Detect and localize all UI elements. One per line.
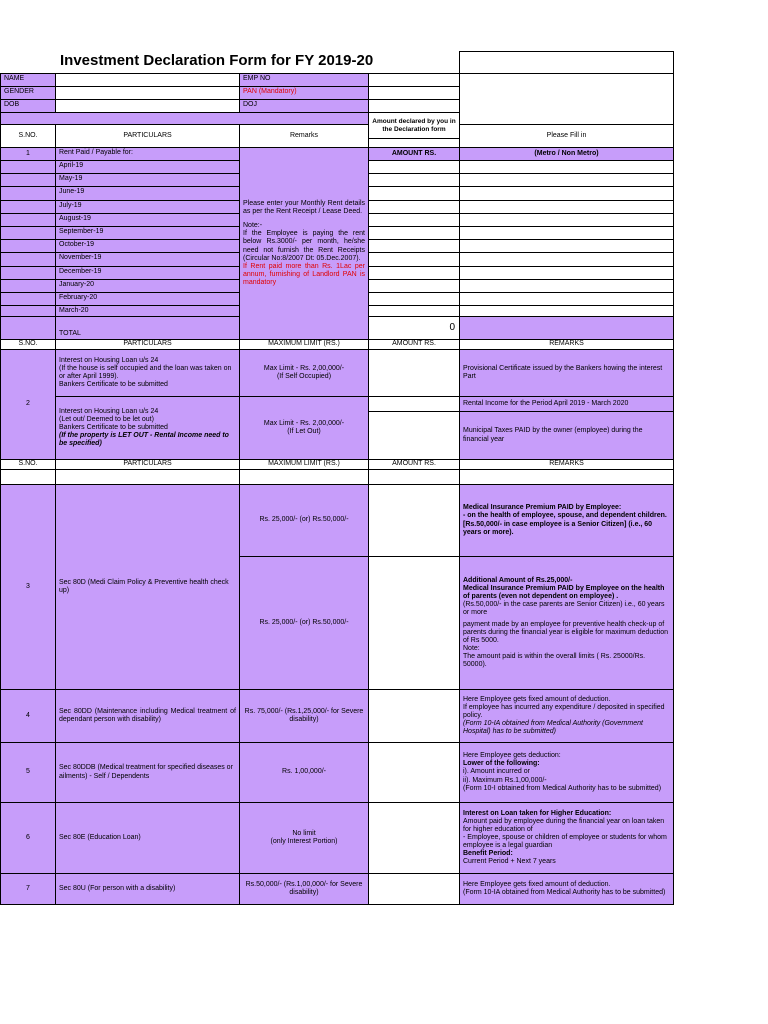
col-fill-header: Please Fill in <box>459 124 674 148</box>
month-row-sno <box>0 292 56 306</box>
gender-field[interactable] <box>55 86 240 100</box>
dob-field[interactable] <box>55 99 240 113</box>
sec80ddb-remark4: ii). Maximum Rs.1,00,000/- <box>463 776 547 784</box>
spacer-cell <box>0 469 56 485</box>
pan-label: PAN (Mandatory) <box>239 86 369 100</box>
t3-col-limit: MAXIMUM LIMIT (RS.) <box>239 459 369 470</box>
sec80d-self-remark1: Medical Insurance Premium PAID by Employee: <box>463 504 622 512</box>
sec80d-sno: 3 <box>0 484 56 690</box>
sec80d-parents-remark2: Medical Insurance Premium PAID by Employee on the health of parents (even not dependent on employee) . <box>463 584 665 600</box>
t2-col-limit: MAXIMUM LIMIT (RS.) <box>239 339 369 350</box>
housing-letout-limit2: (If Let Out) <box>287 428 321 435</box>
sec80e-limit <box>239 802 369 874</box>
month-row-sno <box>0 266 56 280</box>
month-row-sno <box>0 213 56 227</box>
month-row-sno <box>0 252 56 267</box>
col-particulars-header: PARTICULARS <box>55 124 240 148</box>
sec80e-amount[interactable] <box>368 802 460 874</box>
month-row-metro[interactable] <box>459 266 674 280</box>
sec80e-remark3: - Employee, spouse or children of employee or students for whom employee is a legal guardian <box>463 833 667 850</box>
housing-letout-limit1: Max Limit - Rs. 2,00,000/- <box>263 419 345 427</box>
sec80ddb-amount[interactable] <box>368 742 460 803</box>
month-row-label: January-20 <box>55 279 240 293</box>
col-sno-header: S.NO. <box>0 124 56 148</box>
month-row-amount[interactable] <box>368 239 460 253</box>
t2-col-sno: S.NO. <box>0 339 56 350</box>
sec80u-amount[interactable] <box>368 873 460 905</box>
emp-no-field[interactable] <box>368 73 460 87</box>
amount-declared-header: Amount declared by you in the Declaration form <box>368 112 460 139</box>
name-label: NAME <box>0 73 56 87</box>
sec80e-remark4: Benefit Period: <box>463 850 513 858</box>
month-row-label: February-20 <box>55 292 240 306</box>
t2-col-remarks: REMARKS <box>459 339 674 350</box>
sec80e-sno: 6 <box>0 802 56 874</box>
sec80d-parents-remark <box>459 556 674 690</box>
spacer-cell <box>55 469 240 485</box>
sec80d-parents-remark1: Additional Amount of Rs.25,000/- <box>463 576 573 584</box>
sec80dd-sno: 4 <box>0 689 56 743</box>
sec80e-limit1: No limit <box>292 829 316 837</box>
form-title: Investment Declaration Form for FY 2019-20 <box>60 52 374 69</box>
month-row-label: December-19 <box>55 266 240 280</box>
housing-self-remark: Provisional Certificate issued by the Bankers howing the interest Part <box>459 349 674 397</box>
month-row-amount[interactable] <box>368 173 460 187</box>
name-field[interactable] <box>55 73 240 87</box>
spacer-cell <box>459 469 674 485</box>
sec80d-parents-remark3: (Rs.50,000/- in the case parents are Senior Citizen) i.e., 60 years or more <box>463 600 665 616</box>
sec80u-remark <box>459 873 674 905</box>
sec80e-remark5: Current Period + Next 7 years <box>463 858 556 866</box>
top-right-box[interactable] <box>459 73 674 125</box>
rent-remark-threshold: If the Employee is paying the rent below Rs.3000/- per month, he/she need not furnish the Rent Receipts (Circular No:8/2007 Dt: 05.Dec.2007). <box>243 230 365 262</box>
month-row-metro[interactable] <box>459 226 674 240</box>
t3-col-particulars: PARTICULARS <box>55 459 240 470</box>
housing-self-line2: (If the house is self occupied and the loan was taken on or after April 1999). <box>59 364 232 380</box>
month-row-amount[interactable] <box>368 200 460 214</box>
month-row-label: September-19 <box>55 226 240 240</box>
sec80u-limit: Rs.50,000/- (Rs.1,00,000/- for Severe disability) <box>239 873 369 905</box>
month-row-sno <box>0 200 56 214</box>
t2-col-particulars: PARTICULARS <box>55 339 240 350</box>
housing-self-line3: Bankers Certificate to be submitted <box>59 381 168 389</box>
sec80dd-limit: Rs. 75,000/- (Rs.1,25,000/- for Severe disability) <box>239 689 369 743</box>
emp-no-label: EMP NO <box>239 73 369 87</box>
sec80dd-remark <box>459 689 674 743</box>
sec80dd-particular: Sec 80DD (Maintenance including Medical treatment of dependant person with disability) <box>55 689 240 743</box>
sec80d-parents-remark6: The amount paid is within the overall limits ( Rs. 25000/Rs. 50000). <box>463 653 646 669</box>
housing-self-line1: Interest on Housing Loan u/s 24 <box>59 356 159 364</box>
total-amount-value: 0 <box>368 316 460 340</box>
spacer-cell <box>239 469 369 485</box>
sec80u-remark2: (Form 10-IA obtained from Medical Authority has to be submitted) <box>463 889 666 896</box>
housing-sno: 2 <box>0 349 56 460</box>
month-row-metro[interactable] <box>459 160 674 174</box>
spacer-cell <box>368 469 460 485</box>
housing-rental-amount[interactable] <box>368 396 460 412</box>
sec80e-limit2: (only Interest Portion) <box>270 838 338 845</box>
month-row-label: July-19 <box>55 200 240 214</box>
pan-field[interactable] <box>368 86 460 100</box>
gender-label: GENDER <box>0 86 56 100</box>
sec80dd-remark1: Here Employee gets fixed amount of deduction. <box>463 695 611 703</box>
sec80ddb-remark1: Here Employee gets deduction: <box>463 752 561 760</box>
housing-self-limit <box>239 349 369 397</box>
month-row-amount[interactable] <box>368 279 460 293</box>
month-row-metro[interactable] <box>459 213 674 227</box>
housing-rental-remark: Rental Income for the Period April 2019 - March 2020 <box>459 396 674 412</box>
sec80d-self-limit: Rs. 25,000/- (or) Rs.50,000/- <box>239 484 369 557</box>
month-row-metro[interactable] <box>459 279 674 293</box>
sec80dd-remark2: If employee has incurred any expenditure / deposited in specified policy. <box>463 703 665 719</box>
housing-letout-limit <box>239 396 369 460</box>
month-row-sno <box>0 160 56 174</box>
month-row-amount[interactable] <box>368 226 460 240</box>
month-row-sno <box>0 239 56 253</box>
sec80ddb-remark3: i). Amount incurred or <box>463 768 530 776</box>
sec80dd-amount[interactable] <box>368 689 460 743</box>
sec80dd-remark3: (Form 10-IA obtained from Medical Authority (Government Hospital) has to be submitted) <box>463 720 643 736</box>
month-row-sno <box>0 279 56 293</box>
sec80d-particular: Sec 80D (Medi Claim Policy & Preventive health check up) <box>55 484 240 690</box>
housing-taxes-amount[interactable] <box>368 411 460 460</box>
sec80ddb-limit: Rs. 1,00,000/- <box>239 742 369 803</box>
rent-label: Rent Paid / Payable for: <box>55 147 240 161</box>
sec80e-remark2: Amount paid by employee during the financial year on loan taken for higher education of <box>463 817 665 833</box>
sec80e-remark <box>459 802 674 874</box>
sec80ddb-sno: 5 <box>0 742 56 803</box>
sec80d-self-remark3: [Rs.50,000/- in case employee is a Senior Citizen] (i.e., 60 years or more). <box>463 520 653 536</box>
sec80u-sno: 7 <box>0 873 56 905</box>
sec80u-remark1: Here Employee gets fixed amount of deduction. <box>463 880 611 888</box>
housing-taxes-remark: Municipal Taxes PAID by the owner (employee) during the financial year <box>459 411 674 460</box>
sec80d-parents-limit: Rs. 25,000/- (or) Rs.50,000/- <box>239 556 369 690</box>
t3-col-amount: AMOUNT RS. <box>368 459 460 470</box>
rent-metro-header: (Metro / Non Metro) <box>459 147 674 161</box>
col-remarks-header: Remarks <box>239 124 369 148</box>
t3-col-remarks: REMARKS <box>459 459 674 470</box>
housing-letout-line3: Bankers Certificate to be submitted <box>59 423 168 431</box>
rent-remark-note: Note:- <box>243 222 263 230</box>
sec80d-self-remark2: - on the health of employee, spouse, and dependent children. <box>463 512 667 520</box>
month-row-sno <box>0 226 56 240</box>
month-row-amount[interactable] <box>368 160 460 174</box>
sec80u-particular: Sec 80U (For person with a disability) <box>55 873 240 905</box>
sec80d-parents-remark5: Note: <box>463 645 480 653</box>
month-row-label: May-19 <box>55 173 240 187</box>
sec80ddb-particular: Sec 80DDB (Medical treatment for specified diseases or ailments) - Self / Dependents <box>55 742 240 803</box>
month-row-label: October-19 <box>55 239 240 253</box>
month-row-amount[interactable] <box>368 266 460 280</box>
month-row-label: June-19 <box>55 186 240 201</box>
month-row-metro[interactable] <box>459 173 674 187</box>
month-row-label: August-19 <box>55 213 240 227</box>
rent-sno: 1 <box>0 147 56 161</box>
dob-label: DOB <box>0 99 56 113</box>
month-row-amount[interactable] <box>368 186 460 201</box>
month-row-sno <box>0 186 56 201</box>
housing-letout-line2: (Let out/ Deemed to be let out) <box>59 415 154 423</box>
doj-field[interactable] <box>368 99 460 113</box>
month-row-amount[interactable] <box>368 213 460 227</box>
month-row-label: November-19 <box>55 252 240 267</box>
month-row-metro[interactable] <box>459 292 674 306</box>
month-row-metro[interactable] <box>459 252 674 267</box>
housing-letout-line1: Interest on Housing Loan u/s 24 <box>59 407 159 415</box>
month-row-amount[interactable] <box>368 252 460 267</box>
month-row-metro[interactable] <box>459 186 674 201</box>
t2-col-amount: AMOUNT RS. <box>368 339 460 350</box>
housing-self-limit2: (If Self Occupied) <box>276 373 332 380</box>
rent-remarks <box>239 147 369 340</box>
t3-col-sno: S.NO. <box>0 459 56 470</box>
rent-remark-instruction: Please enter your Monthly Rent details as per the Rent Receipt / Lease Deed. <box>243 200 365 216</box>
housing-self-limit1: Max Limit - Rs. 2,00,000/- <box>263 364 345 372</box>
sec80d-self-amount[interactable] <box>368 484 460 557</box>
sec80ddb-remark <box>459 742 674 803</box>
month-row-metro[interactable] <box>459 200 674 214</box>
month-row-label: April-19 <box>55 160 240 174</box>
rent-remark-pan: If Rent paid more than Rs. 1Lac per annum, furnishing of Landlord PAN is mandatory <box>243 262 365 286</box>
month-row-amount[interactable] <box>368 292 460 306</box>
sec80d-parents-amount[interactable] <box>368 556 460 690</box>
housing-letout-particular <box>55 396 240 460</box>
top-right-input[interactable] <box>459 51 674 74</box>
sec80ddb-remark5: (Form 10-I obtained from Medical Authority has to be submitted) <box>463 784 662 792</box>
total-fill <box>459 316 674 340</box>
doj-label: DOJ <box>239 99 369 113</box>
month-row-sno <box>0 173 56 187</box>
housing-letout-line4: (If the property is LET OUT - Rental Income need to be specified) <box>59 432 229 448</box>
sec80d-self-remark <box>459 484 674 557</box>
housing-self-amount[interactable] <box>368 349 460 397</box>
sec80e-particular: Sec 80E (Education Loan) <box>55 802 240 874</box>
sec80e-remark1: Interest on Loan taken for Higher Education: <box>463 809 612 817</box>
rent-amount-header: AMOUNT RS. <box>368 147 460 161</box>
month-row-label: March-20 <box>55 305 240 319</box>
total-sno <box>0 316 56 340</box>
month-row-metro[interactable] <box>459 239 674 253</box>
housing-self-particular <box>55 349 240 397</box>
total-label: TOTAL <box>55 316 240 340</box>
sec80ddb-remark2: Lower of the following: <box>463 760 540 768</box>
sec80d-parents-remark4: payment made by an employee for preventive health check-up of parents during the financial year is eligible for maximum deduction of Rs 5000. <box>463 620 669 645</box>
